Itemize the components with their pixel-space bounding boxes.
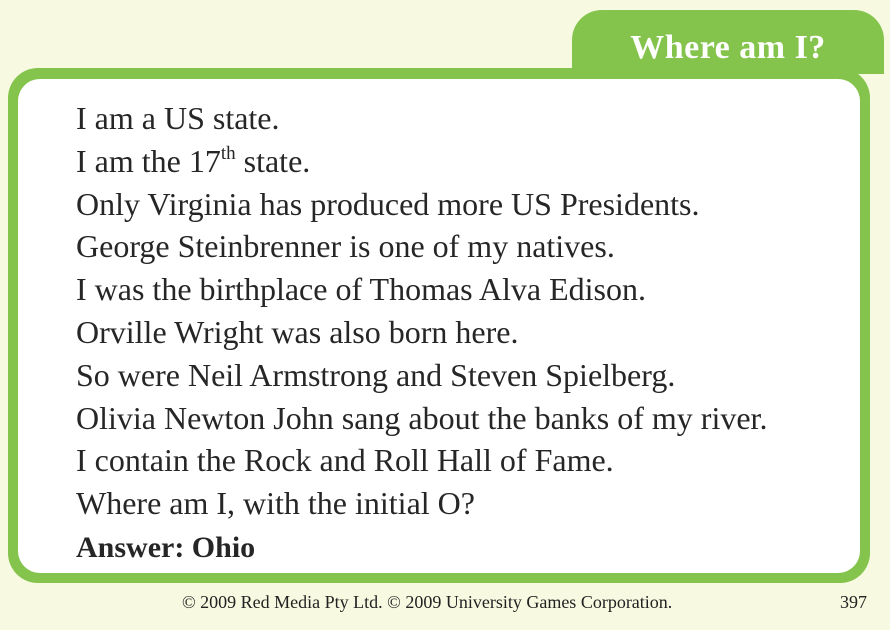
copyright-notice: © 2009 Red Media Pty Ltd. © 2009 University Games Corporation. — [182, 592, 673, 612]
clue-line: I contain the Rock and Roll Hall of Fame. — [76, 442, 614, 479]
clue-line: Where am I, with the initial O? — [76, 485, 475, 522]
clue-line — [76, 140, 860, 183]
clue-line: George Steinbrenner is one of my natives. — [76, 228, 615, 265]
clue-line: Orville Wright was also born here. — [76, 313, 519, 350]
clue-text: I am the 17 — [76, 142, 221, 179]
clue-text: state. — [235, 142, 311, 179]
clue-panel — [8, 68, 870, 583]
clue-line: Olivia Newton John sang about the banks of my river. — [76, 399, 768, 436]
clue-panel-body — [18, 79, 860, 573]
clue-line: I was the birthplace of Thomas Alva Edison. — [76, 271, 646, 308]
clue-line: I am a US state. — [76, 100, 280, 136]
ordinal-suffix: th — [220, 142, 236, 164]
answer-text: Answer: Ohio — [76, 531, 256, 564]
title-tab — [572, 10, 884, 74]
clue-line: So were Neil Armstrong and Steven Spielberg. — [76, 356, 676, 393]
card-title: Where am I? — [630, 29, 826, 66]
clue-line: Only Virginia has produced more US Presidents. — [76, 185, 700, 222]
clue-list — [76, 97, 860, 525]
page-number: 397 — [840, 592, 867, 612]
